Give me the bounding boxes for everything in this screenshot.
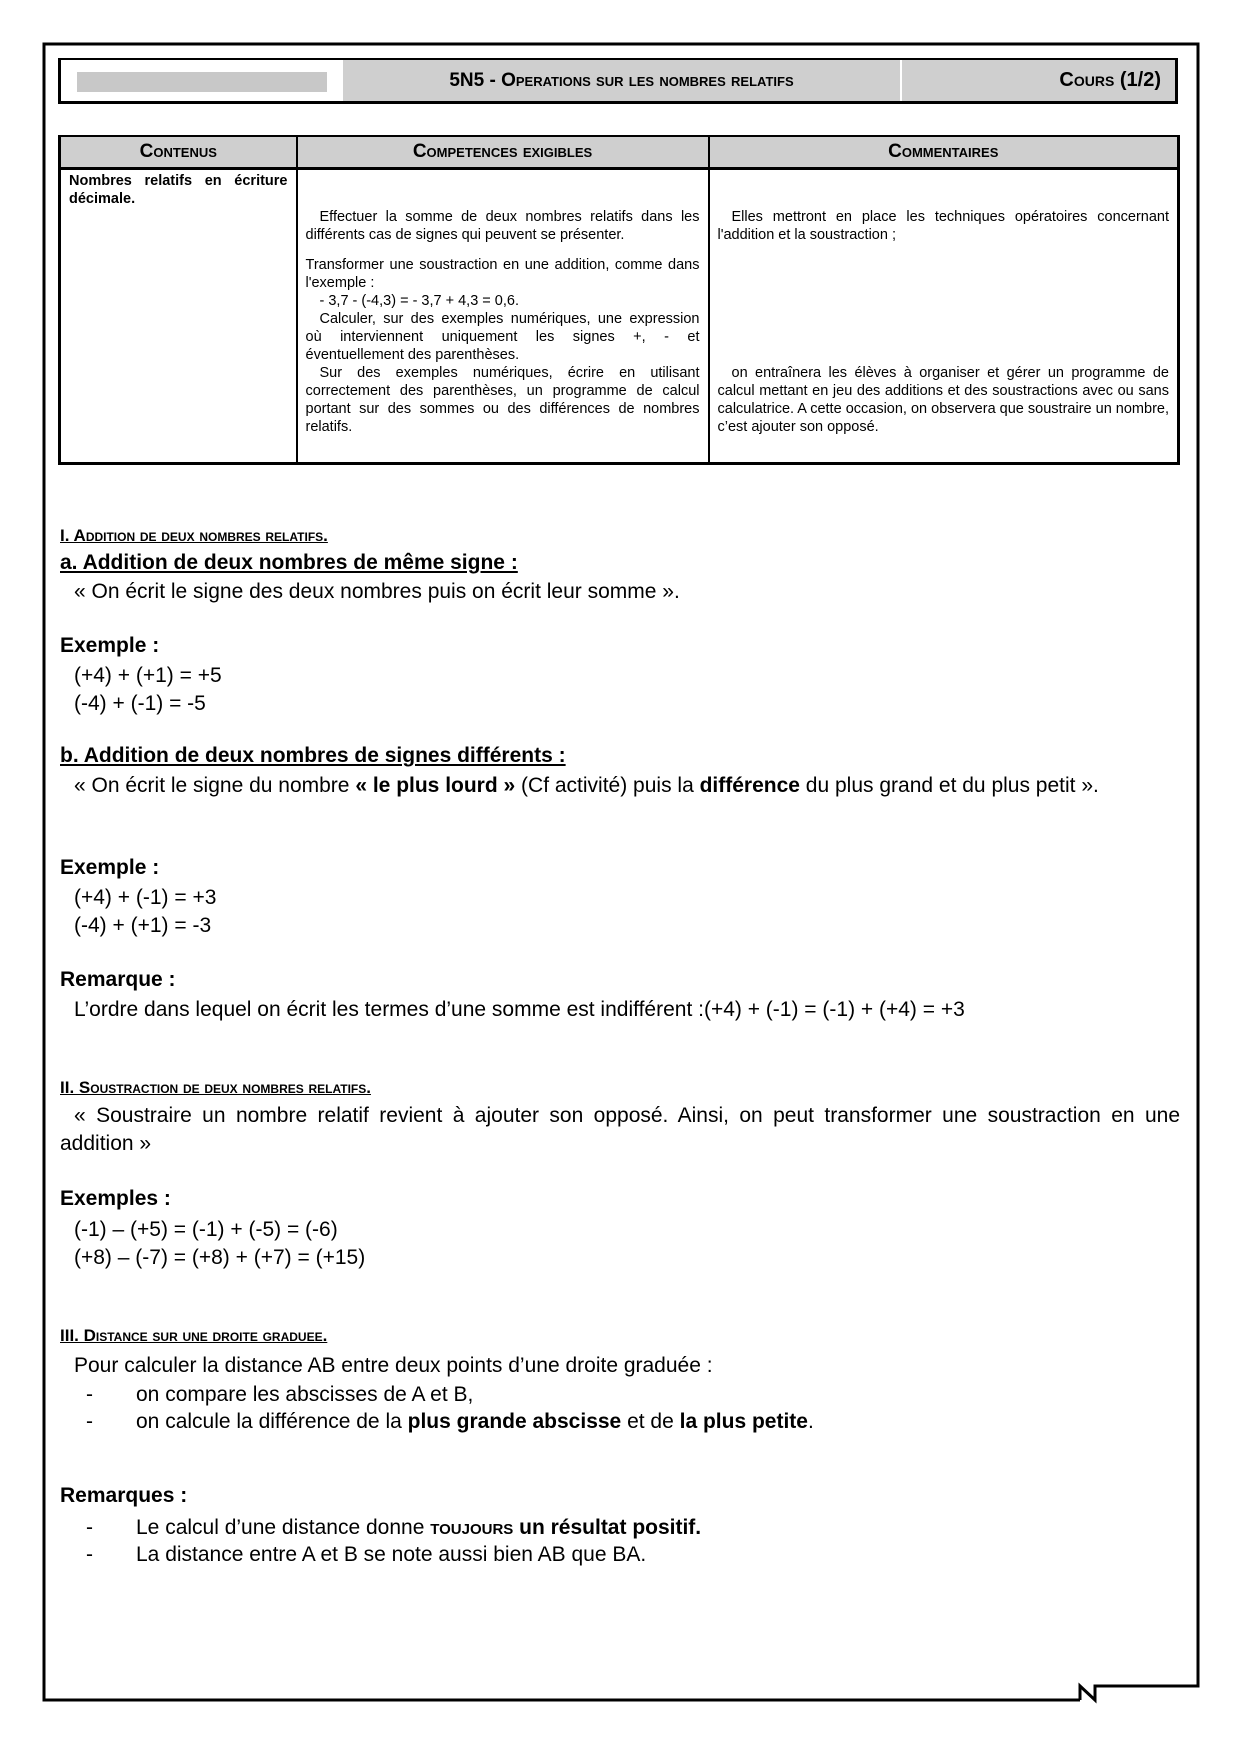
- section-3-heading: III. Distance sur une droite graduee.: [60, 1326, 328, 1345]
- rule-same-sign: « On écrit le signe des deux nombres puis on écrit leur somme ».: [74, 580, 680, 603]
- title-header: [58, 58, 1178, 104]
- bullet-bold: un résultat positif.: [513, 1516, 702, 1539]
- bullet-dash: -: [86, 1543, 93, 1566]
- bullet-text: et de: [621, 1410, 680, 1433]
- program-table: [58, 135, 1180, 465]
- example-line: (+4) + (-1) = +3: [74, 886, 217, 909]
- rule-text: « On écrit le signe du nombre: [74, 774, 356, 797]
- bullet-bold: plus grande abscisse: [407, 1410, 622, 1433]
- bullet-bold-caps: toujours: [430, 1516, 514, 1539]
- subsection-a-heading: a. Addition de deux nombres de même signe :: [60, 551, 518, 574]
- contenus-text: Nombres relatifs en écriture décimale.: [69, 173, 288, 207]
- competence-3: Calculer, sur des exemples numériques, une expression où interviennent uniquement les signes +, - et éventuellement des parenthèses.: [305, 311, 700, 363]
- bullet-text: La distance entre A et B se note aussi bien AB que BA.: [136, 1543, 647, 1566]
- header-competences: Competences exigibles: [297, 136, 709, 169]
- bullet-text: Le calcul d’une distance donne: [136, 1516, 431, 1539]
- header-commentaires: Commentaires: [709, 136, 1179, 169]
- competence-example: - 3,7 - (-4,3) = - 3,7 + 4,3 = 0,6.: [319, 293, 519, 309]
- header-contenus: Contenus: [60, 136, 297, 169]
- rule-text: du plus grand et du plus petit ».: [799, 774, 1099, 797]
- commentaire-2: on entraînera les élèves à organiser et gérer un programme de calcul mettant en jeu des additions et des soustractions avec ou sans calculatrice. A cette occasion, on observera que soustraire un nombre, c’est ajouter son opposé.: [717, 365, 1169, 435]
- example-line: (+4) + (+1) = +5: [74, 664, 222, 687]
- remarks-label: Remarques :: [60, 1484, 188, 1507]
- document-title: 5N5 - Operations sur les nombres relatifs: [343, 60, 900, 101]
- competences-cell: [297, 169, 709, 464]
- rule-different-sign: [60, 772, 1180, 800]
- bullet-item: [86, 1514, 701, 1542]
- contenus-cell: [60, 169, 297, 464]
- example-label: Exemple :: [60, 634, 160, 657]
- example-label: Exemple :: [60, 856, 160, 879]
- bullet-dash: -: [86, 1410, 93, 1433]
- bullet-item: [86, 1408, 814, 1436]
- competence-2: Transformer une soustraction en une addition, comme dans l'exemple :: [305, 257, 700, 291]
- example-line: (-1) – (+5) = (-1) + (-5) = (-6): [74, 1218, 338, 1241]
- competence-1: Effectuer la somme de deux nombres relatifs dans les différents cas de signes qui peuvent se présenter.: [305, 209, 700, 243]
- bullet-text: .: [807, 1410, 814, 1433]
- bullet-item: [86, 1381, 473, 1409]
- bullet-dash: -: [86, 1383, 93, 1406]
- subtraction-rule: « Soustraire un nombre relatif revient à ajouter son opposé. Ainsi, on peut transformer une soustraction en une addition »: [60, 1104, 1180, 1155]
- rule-text: (Cf activité) puis la: [515, 774, 700, 797]
- example-line: (-4) + (-1) = -5: [74, 692, 206, 715]
- section-1-heading: I. Addition de deux nombres relatifs.: [60, 526, 328, 545]
- grey-placeholder: [77, 72, 327, 92]
- bullet-text: on compare les abscisses de A et B,: [136, 1383, 474, 1406]
- example-line: (+8) – (-7) = (+8) + (+7) = (+15): [74, 1246, 366, 1269]
- bullet-item: [86, 1541, 646, 1569]
- commentaires-cell: [709, 169, 1179, 464]
- header-blank-cell: [61, 60, 343, 101]
- example-line: (-4) + (+1) = -3: [74, 914, 212, 937]
- examples-label: Exemples :: [60, 1187, 171, 1210]
- bullet-dash: -: [86, 1516, 93, 1539]
- remark-label: Remarque :: [60, 968, 176, 991]
- remark-text: L’ordre dans lequel on écrit les termes d’une somme est indifférent :(+4) + (-1) = (-1) + (+4) = +3: [74, 998, 965, 1021]
- rule-bold: différence: [699, 774, 800, 797]
- commentaire-1: Elles mettront en place les techniques opératoires concernant l'addition et la soustraction ;: [717, 209, 1169, 243]
- rule-bold: « le plus lourd »: [355, 774, 516, 797]
- bullet-text: on calcule la différence de la: [136, 1410, 408, 1433]
- bullet-bold: la plus petite: [679, 1410, 808, 1433]
- section-2-heading: II. Soustraction de deux nombres relatifs.: [60, 1078, 371, 1097]
- distance-intro: Pour calculer la distance AB entre deux points d’une droite graduée :: [74, 1354, 713, 1377]
- competence-4: Sur des exemples numériques, écrire en utilisant correctement des parenthèses, un programme de calcul portant sur des sommes ou des différences de nombres relatifs.: [305, 365, 700, 435]
- subsection-b-heading: b. Addition de deux nombres de signes différents :: [60, 744, 566, 767]
- course-label: Cours (1/2): [900, 60, 1175, 101]
